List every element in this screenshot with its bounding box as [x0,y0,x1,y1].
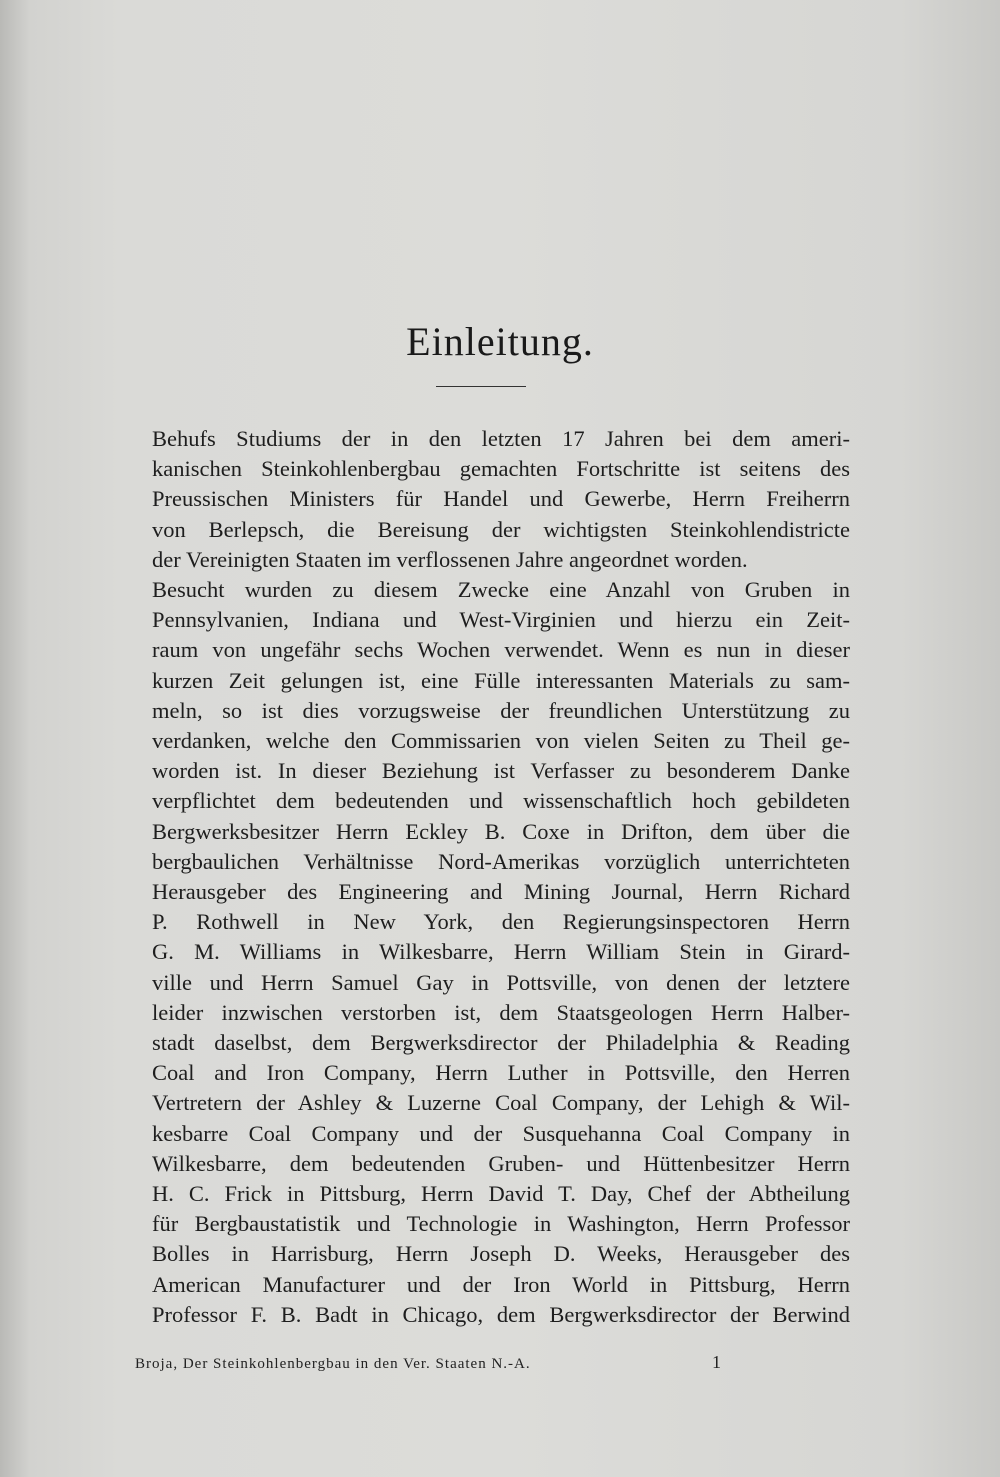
text-line: verpflichtet dem bedeutenden und wissenschaftlich hoch gebildeten [152,788,850,814]
running-footer: Broja, Der Steinkohlenbergbau in den Ver. Staaten N.-A. [135,1356,531,1372]
text-line: Herausgeber des Engineering and Mining Journal, Herrn Richard [152,879,850,905]
text-line: verdanken, welche den Commissarien von vielen Seiten zu Theil ge- [152,728,850,754]
text-line: P. Rothwell in New York, den Regierungsinspectoren Herrn [152,909,850,935]
text-line: worden ist. In dieser Beziehung ist Verfasser zu besonderem Danke [152,758,850,784]
text-line: G. M. Williams in Wilkesbarre, Herrn William Stein in Girard- [152,939,850,965]
text-line: Pennsylvanien, Indiana und West-Virginien und hierzu ein Zeit- [152,607,850,633]
text-line: für Bergbaustatistik und Technologie in Washington, Herrn Professor [152,1211,850,1237]
heading-divider [436,386,526,387]
text-line: Besucht wurden zu diesem Zwecke eine Anzahl von Gruben in [152,577,850,603]
text-line: kesbarre Coal Company und der Susquehanna Coal Company in [152,1120,850,1146]
chapter-heading: Einleitung. [406,319,594,364]
text-line: Bergwerksbesitzer Herrn Eckley B. Coxe in Drifton, dem über die [152,818,850,844]
text-line: kurzen Zeit gelungen ist, eine Fülle interessanten Materials zu sam- [152,667,850,693]
page-number: 1 [712,1352,721,1372]
text-line: leider inzwischen verstorben ist, dem Staatsgeologen Herrn Halber- [152,999,850,1025]
text-line: American Manufacturer und der Iron World in Pittsburg, Herrn [152,1271,850,1297]
text-line: meln, so ist dies vorzugsweise der freundlichen Unterstützung zu [152,697,850,723]
paragraph-2 [104,575,850,1330]
text-line: von Berlepsch, die Bereisung der wichtigsten Steinkohlendistricte [152,516,850,542]
text-line: bergbaulichen Verhältnisse Nord-Amerikas vorzüglich unterrichteten [152,848,850,874]
body-text [104,424,850,1330]
text-line: stadt daselbst, dem Bergwerksdirector der Philadelphia & Reading [152,1030,850,1056]
text-line: Wilkesbarre, dem bedeutenden Gruben- und Hüttenbesitzer Herrn [152,1150,850,1176]
text-line: Preussischen Ministers für Handel und Gewerbe, Herrn Freiherrn [152,486,850,512]
paragraph-1 [104,424,850,575]
text-line: raum von ungefähr sechs Wochen verwendet. Wenn es nun in dieser [152,637,850,663]
text-line: Professor F. B. Badt in Chicago, dem Bergwerksdirector der Berwind [152,1301,850,1327]
text-line: H. C. Frick in Pittsburg, Herrn David T. Day, Chef der Abtheilung [152,1181,850,1207]
text-line: der Vereinigten Staaten im verflossenen Jahre angeordnet worden. [152,546,748,572]
text-line: Vertretern der Ashley & Luzerne Coal Company, der Lehigh & Wil- [152,1090,850,1116]
text-line: kanischen Steinkohlenbergbau gemachten Fortschritte ist seitens des [152,456,850,482]
text-line: Coal and Iron Company, Herrn Luther in Pottsville, den Herren [152,1060,850,1086]
text-line: ville und Herrn Samuel Gay in Pottsville, von denen der letztere [152,969,850,995]
text-line: Behufs Studiums der in den letzten 17 Jahren bei dem ameri- [152,426,850,451]
text-line: Bolles in Harrisburg, Herrn Joseph D. Weeks, Herausgeber des [152,1241,850,1267]
